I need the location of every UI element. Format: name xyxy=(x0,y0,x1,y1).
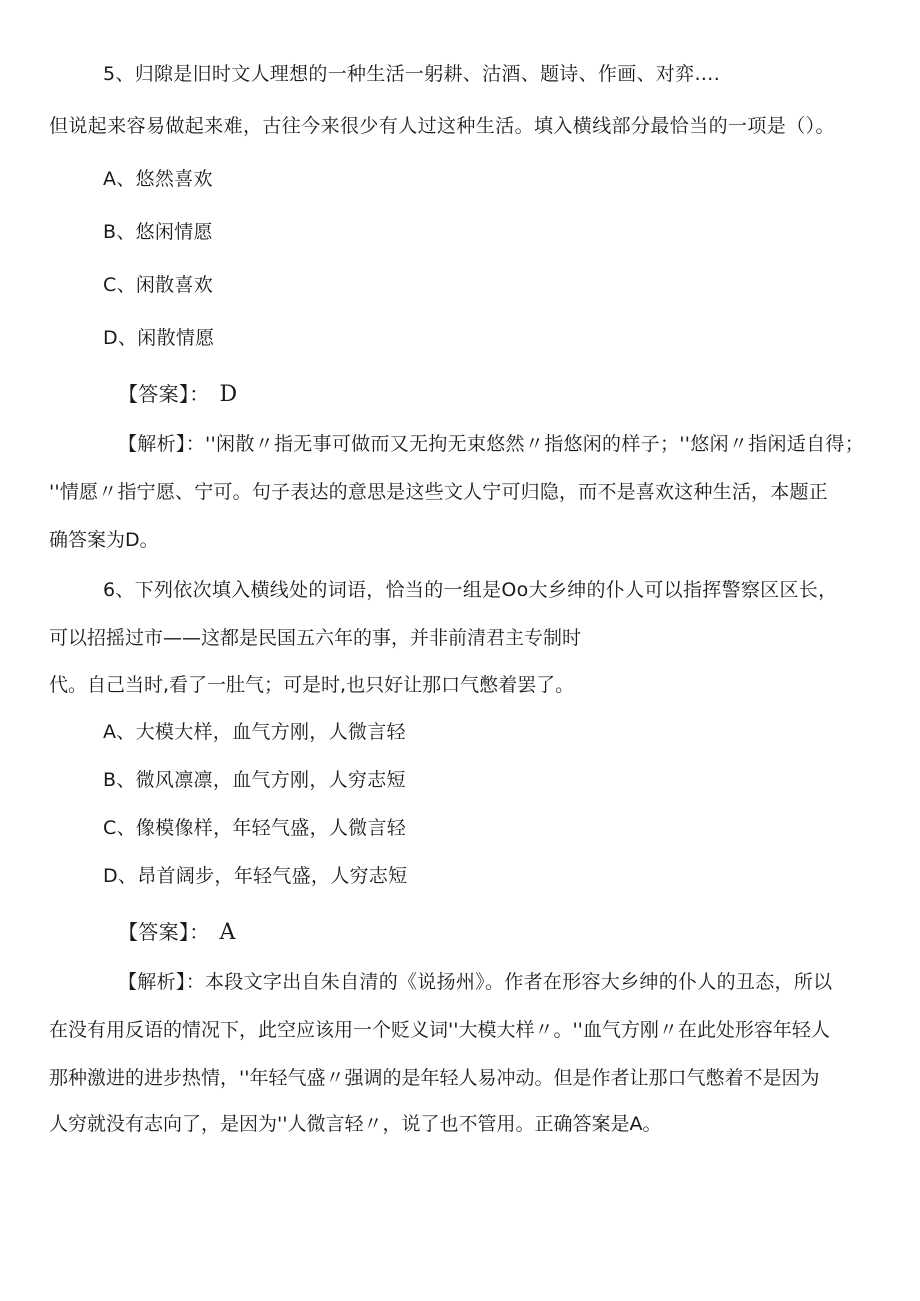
q6-answer xyxy=(118,919,236,946)
q5-stem-line-2: 但说起来容易做起来难，古往今来很少有人过这种生活。填入横线部分最恰当的一项是（）。 xyxy=(49,115,835,137)
q6-option-d: D、昂首阔步，年轻气盛，人穷志短 xyxy=(103,865,408,887)
q5-answer-value: D xyxy=(219,382,238,407)
q6-option-a: A、大模大样，血气方刚，人微言轻 xyxy=(103,721,406,743)
q5-option-c: C、闲散喜欢 xyxy=(103,274,214,296)
q5-explanation-line-2: ''情愿〃指宁愿、宁可。句子表达的意思是这些文人宁可归隐，而不是喜欢这种生活，本题正 xyxy=(49,481,828,503)
q6-answer-value: A xyxy=(219,920,236,945)
q5-option-d: D、闲散情愿 xyxy=(103,327,215,349)
q6-stem-line-2: 可以招摇过市——这都是民国五六年的事，并非前清君主专制时 xyxy=(49,627,582,649)
q5-option-a: A、悠然喜欢 xyxy=(103,168,213,190)
q6-explanation-line-4: 人穷就没有志向了，是因为''人微言轻〃，说了也不管用。正确答案是A。 xyxy=(49,1113,662,1135)
q5-explanation-line-1: 【解析】：''闲散〃指无事可做而又无拘无束悠然〃指悠闲的样子；''悠闲〃指闲适自得； xyxy=(118,433,864,455)
q6-explanation-line-3: 那种激进的进步热情，''年轻气盛〃强调的是年轻人易冲动。但是作者让那口气憋着不是因为 xyxy=(49,1067,820,1089)
q5-answer xyxy=(118,381,237,408)
q6-stem-line-3: 代。自己当时,看了一肚气；可是时,也只好让那口气憋着罢了。 xyxy=(49,674,575,696)
q6-answer-label: 【答案】： xyxy=(118,920,210,944)
q6-stem-line-1: 6、下列依次填入横线处的词语，恰当的一组是Oo大乡绅的仆人可以指挥警察区区长， xyxy=(103,579,838,601)
q6-explanation-line-1: 【解析】：本段文字出自朱自清的《说扬州》。作者在形容大乡绅的仆人的丑态，所以 xyxy=(118,971,833,993)
q5-explanation-line-3: 确答案为D。 xyxy=(49,529,159,551)
q6-explanation-line-2: 在没有用反语的情况下，此空应该用一个贬义词''大模大样〃。''血气方刚〃在此处形容年轻人 xyxy=(49,1019,830,1041)
q5-answer-label: 【答案】： xyxy=(118,382,210,406)
q5-option-b: B、悠闲情愿 xyxy=(103,221,213,243)
q6-option-b: B、微风凛凛，血气方刚，人穷志短 xyxy=(103,769,406,791)
q5-stem-line-1: 5、归隙是旧时文人理想的一种生活一躬耕、沽酒、题诗、作画、对弈…. xyxy=(103,63,721,85)
q6-option-c: C、像模像样，年轻气盛，人微言轻 xyxy=(103,817,407,839)
